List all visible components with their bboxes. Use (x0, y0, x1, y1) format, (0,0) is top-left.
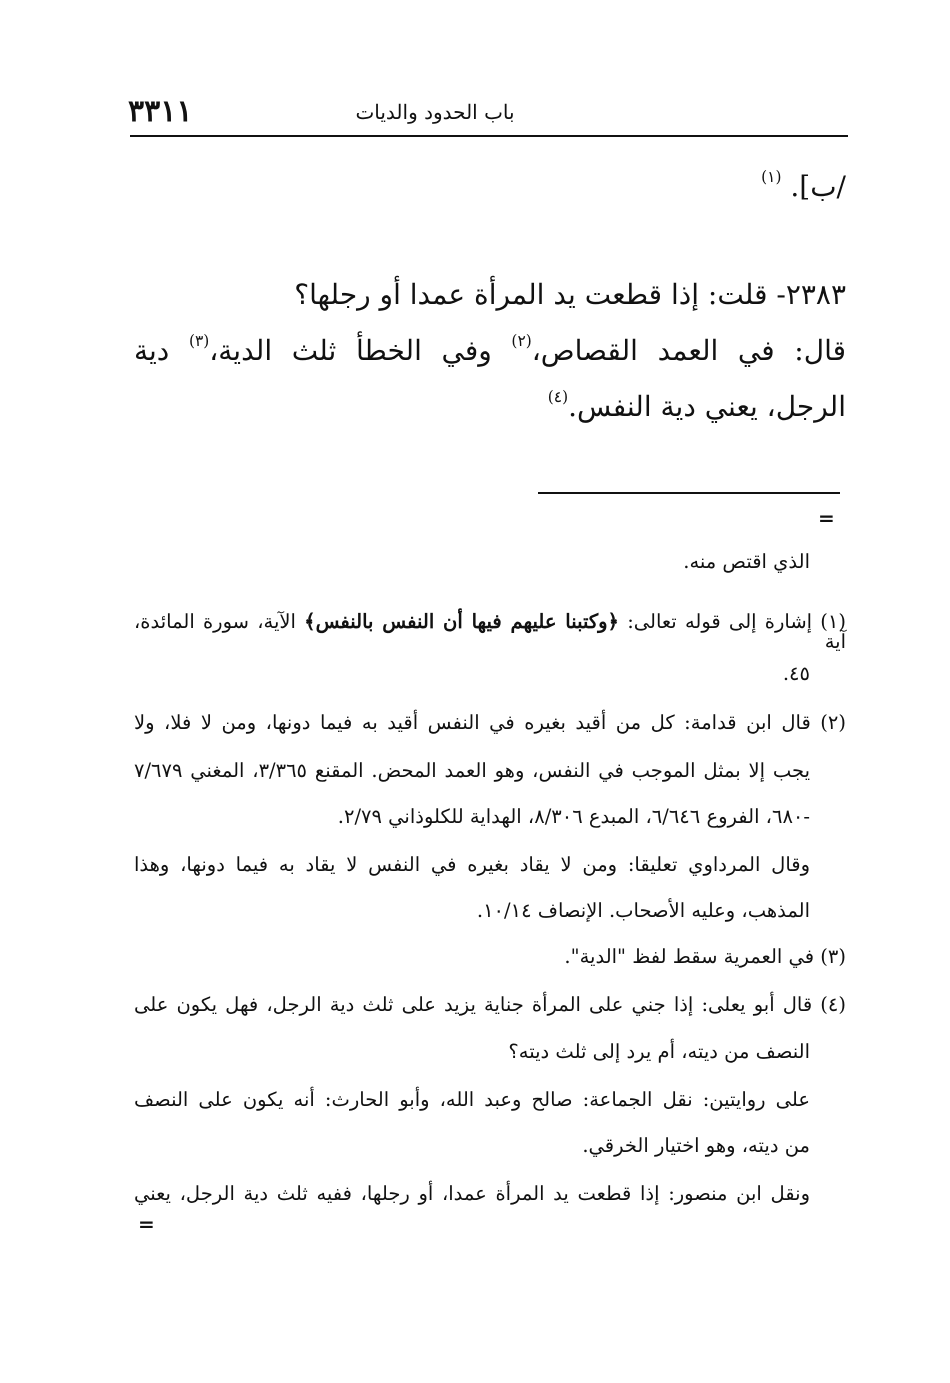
question-line: ٢٣٨٣- قلت: إذا قطعت يد المرأة عمدا أو رجلها؟ (294, 278, 846, 311)
footnote-continuation: الذي اقتص منه. (683, 550, 810, 573)
continuation-mark-bottom: = (138, 1212, 155, 1236)
page-number: ٣٣١١ (128, 94, 193, 129)
footnote-1-line-1 (134, 612, 846, 651)
answer-text-2: وفي الخطأ ثلث الدية، (209, 334, 512, 367)
footnote-4-line-5: ونقل ابن منصور: إذا قطعت يد المرأة عمدا، أو رجلها، ففيه ثلث دية الرجل، يعني (134, 1182, 810, 1205)
footnote-3-line-1: (٣) في العمرية سقط لفظ "الدية". (564, 945, 846, 968)
header-divider (130, 135, 848, 137)
footnote-1-suffix: الآية، سورة المائدة، آية (134, 610, 846, 653)
footnote-1-prefix: (١) إشارة إلى قوله تعالى: (618, 610, 846, 633)
answer-line-1 (134, 334, 846, 367)
answer-text-1: قال: في العمد القصاص، (531, 334, 846, 367)
fragment-line (761, 170, 846, 203)
footnote-ref-4: (٤) (547, 388, 569, 407)
continuation-mark-top: = (818, 506, 835, 530)
footnote-separator (538, 492, 840, 494)
footnote-2-line-4: وقال المرداوي تعليقا: ومن لا يقاد بغيره في النفس لا يقاد به فيما دونها، وهذا (134, 853, 810, 876)
answer-text-3: دية (134, 334, 189, 367)
footnote-4-line-1: (٤) قال أبو يعلى: إذا جني على المرأة جناية يزيد على ثلث دية الرجل، فهل يكون على (134, 993, 846, 1016)
footnote-2-line-2: يجب إلا بمثل الموجب في النفس، وهو العمد المحض. المقنع ٣/٣٦٥، المغني ٧/٦٧٩ (134, 759, 810, 782)
footnote-ref-3: (٣) (188, 332, 210, 351)
footnote-1-line-2: ٤٥. (782, 662, 810, 685)
fragment-text: /ب]. (790, 170, 846, 203)
footnote-ref-2: (٢) (511, 332, 532, 351)
footnote-2-line-3: -٦٨٠، الفروع ٦/٦٤٦، المبدع ٨/٣٠٦، الهداية للكلوذاني ٢/٧٩. (337, 805, 810, 828)
running-header-title: باب الحدود والديات (355, 100, 515, 124)
footnote-4-line-2: النصف من ديته، أم يرد إلى ثلث ديته؟ (508, 1040, 810, 1063)
footnote-2-line-5: المذهب، وعليه الأصحاب. الإنصاف ١٠/١٤. (476, 899, 810, 922)
answer-text-4: الرجل، يعني دية النفس. (568, 390, 846, 423)
footnote-ref-1: (١) (761, 168, 782, 187)
footnote-2-line-1: (٢) قال ابن قدامة: كل من أقيد بغيره في النفس أقيد به فيما دونها، ومن لا فلا، ولا (134, 711, 846, 734)
footnote-1-quran-quote: ﴿وكتبنا عليهم فيها أن النفس بالنفس﴾ (304, 610, 619, 633)
answer-line-2 (548, 390, 846, 423)
footnote-4-line-3: على روايتين: نقل الجماعة: صالح وعبد الله، وأبو الحارث: أنه يكون على النصف (134, 1088, 810, 1111)
footnote-4-line-4: من ديته، وهو اختيار الخرقي. (582, 1134, 810, 1157)
